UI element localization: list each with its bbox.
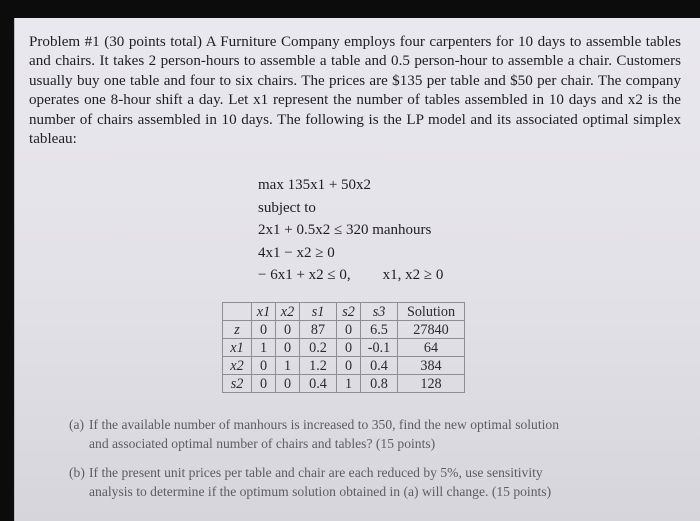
table-cell: 0 [337,321,361,339]
table-cell: 0 [276,375,300,393]
table-row [223,357,465,375]
worksheet-page [14,18,700,521]
tableau-header-basic [223,303,252,321]
subject-to-label: subject to [258,199,316,216]
table-cell: 0 [252,357,276,375]
tableau-header-s2: s2 [337,303,361,321]
optimal-simplex-tableau [222,302,465,393]
table-cell: 1.2 [300,357,337,375]
tableau-header-s1: s1 [300,303,337,321]
table-row [223,339,465,357]
table-cell: 1 [252,339,276,357]
question-a-text-line2: and associated optimal number of chairs and tables? (15 points) [89,436,436,451]
table-cell: 1 [337,375,361,393]
tableau-header-x1: x1 [252,303,276,321]
table-cell: x2 [223,357,252,375]
table-cell: -0.1 [361,339,398,357]
table-cell: 0.4 [300,375,337,393]
table-cell: 128 [398,375,465,393]
table-cell: 0.2 [300,339,337,357]
question-b [69,463,667,501]
table-cell: x1 [223,339,252,357]
table-cell: 0 [252,321,276,339]
constraint-ratio-lower: 4x1 − x2 ≥ 0 [258,244,335,261]
constraint-manhours: 2x1 + 0.5x2 ≤ 320 manhours [258,222,432,238]
question-a-text-line1: If the available number of manhours is increased to 350, find the new optimal solution [89,417,559,432]
table-row [223,321,465,339]
table-cell: 1 [276,357,300,375]
lp-model [249,174,443,287]
table-row [223,375,465,393]
table-cell: 0.8 [361,375,398,393]
table-cell: 87 [300,321,337,339]
tableau-header-row [223,303,465,321]
table-cell: 0 [276,321,300,339]
table-cell: s2 [223,375,252,393]
problem-statement: Problem #1 (30 points total) A Furniture Company employs four carpenters for 10 days to assemble tables and chairs. It takes 2 person-hours to assemble a table and 0.5 person-hour to assemble a chair. Customers usually buy one table and four to six chairs. The prices are $135 per table and $50 per chair. The company operates one 8-hour shift a day. Let x1 represent the number of tables assembled in 10 days and x2 is the number of chairs assembled in 10 days. The following is the LP model and its associated optimal simplex tableau: [29,34,681,148]
tableau-header-x2: x2 [276,303,300,321]
table-cell: 0 [276,339,300,357]
table-cell: 0 [337,339,361,357]
question-b-text-line1: If the present unit prices per table and chair are each reduced by 5%, use sensitivity [89,465,543,480]
table-cell: 27840 [398,321,465,339]
table-cell: 384 [398,357,465,375]
tableau-header-s3: s3 [361,303,398,321]
constraint-ratio-upper: − 6x1 + x2 ≤ 0, [258,267,351,283]
table-cell: z [223,321,252,339]
question-a [69,415,665,453]
table-cell: 0 [252,375,276,393]
question-b-label: (b) [69,465,85,480]
tableau-header-solution: Solution [398,303,465,321]
question-b-text-line2: analysis to determine if the optimum solution obtained in (a) will change. (15 points) [89,484,552,499]
question-a-label: (a) [69,417,85,432]
constraint-row [249,264,443,287]
table-cell: 0 [337,357,361,375]
table-cell: 0.4 [361,357,398,375]
nonnegativity-constraint: x1, x2 ≥ 0 [382,267,444,283]
table-cell: 6.5 [361,321,398,339]
objective-function: max 135x1 + 50x2 [258,177,372,193]
table-cell: 64 [398,339,465,357]
